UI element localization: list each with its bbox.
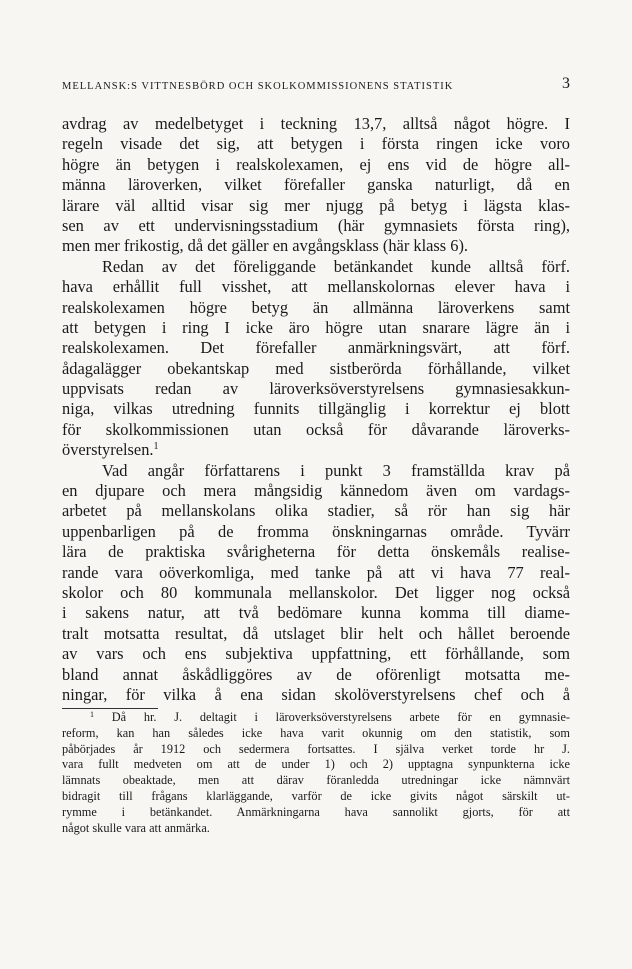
- body-line: ningar, för vilka å ena sidan skolöverstyrelsens chef och å: [62, 684, 570, 704]
- body-line: att betygen i ring I icke äro högre utan snarare lägre än i: [62, 317, 570, 337]
- body-line: av vars och ens subjektiva uppfattning, ett förhållande, som: [62, 644, 570, 664]
- body-line: avdrag av medelbetyget i teckning 13,7, alltså något högre. I: [62, 114, 570, 133]
- body-line: realskolexamen högre betyg än allmänna läroverkens samt: [62, 297, 570, 317]
- body-line: för skolkommissionen utan också för dåvarande läroverks-: [62, 419, 570, 439]
- footnote-line-text: Då hr. J. deltagit i läroverksöverstyrelsens arbete för en gymnasie-: [111, 710, 570, 724]
- body-line: i sakens natur, att två bedömare kunna komma till diame-: [62, 603, 570, 623]
- running-head-title: MELLANSK:S VITTNESBÖRD OCH SKOLKOMMISSIONENS STATISTIK: [62, 81, 454, 92]
- body-line: en djupare och mera mångsidig kännedom även om vardags-: [62, 481, 570, 501]
- body-line: sen av ett undervisningsstadium (här gymnasiets första ring),: [62, 215, 570, 235]
- footnote-line: bidragit till frågans klarläggande, varför de icke givits något särskilt ut-: [62, 788, 570, 803]
- footnote-line: vara fullt medveten om att de under 1) och 2) upptagna synpunkterna icke: [62, 757, 570, 772]
- footnote-marker: 1: [90, 710, 94, 719]
- footnote: [62, 710, 570, 836]
- body-line: Vad angår författarens i punkt 3 framställda krav på: [102, 460, 570, 480]
- body-line: men mer frikostig, då det gäller en avgångsklass (här klass 6).: [62, 236, 469, 256]
- body-line: realskolexamen. Det förefaller anmärkningsvärt, att förf.: [62, 338, 570, 358]
- body-line: lärare väl alltid visar sig mer njugg på betyg i lägsta klas-: [62, 195, 570, 215]
- body-line: rande vara oöverkomliga, med tanke på att vi hava 77 real-: [62, 562, 570, 582]
- body-text: [62, 114, 570, 705]
- footnote-line: påbörjades år 1912 och sedermera fortsattes. I själva verket torde hr J.: [62, 741, 570, 756]
- body-line: högre än betygen i realskolexamen, ej ens vid de högre all-: [62, 154, 570, 174]
- body-line: bland annat åskådliggöres av de oförenligt motsatta me-: [62, 664, 570, 684]
- body-line: niga, vilkas utredning funnits tillgänglig i korrektur ej blott: [62, 399, 570, 419]
- footnote-line: något skulle vara att anmärka.: [62, 820, 210, 835]
- body-line: uppvisats redan av läroverksöverstyrelsens gymnasiesakkun-: [62, 379, 570, 399]
- body-line: hava erhållit full visshet, att mellanskolornas elever hava i: [62, 277, 570, 297]
- footnote-reference: 1: [153, 441, 159, 453]
- footnote-line: reform, kan han således icke hava varit okunnig om den statistik, som: [62, 725, 570, 740]
- body-line: männa läroverken, vilket förefaller ganska naturligt, då en: [62, 175, 570, 195]
- body-line: skolor och 80 kommunala mellanskolor. Det ligger nog också: [62, 582, 570, 602]
- body-line: ådagalägger obekantskap med sistberörda förhållande, vilket: [62, 358, 570, 378]
- footnote-divider: [62, 708, 158, 709]
- body-line: lära de praktiska svårigheterna för detta önskemåls realise-: [62, 542, 570, 562]
- footnote-line: [62, 710, 570, 726]
- body-line: arbetet på mellanskolans olika stadier, så rör han sig här: [62, 501, 570, 521]
- body-line-text: överstyrelsen.: [62, 440, 154, 460]
- footnote-line: lämnats obeaktade, men att därav föranledda utredningar icke nämnvärt: [62, 773, 570, 788]
- page-number: 3: [562, 75, 570, 92]
- body-line: uppenbarligen på de fromma önskningarnas område. Tyvärr: [62, 521, 570, 541]
- body-line-with-footnote: [62, 440, 570, 460]
- footnote-line: rymme i betänkandet. Anmärkningarna hava sannolikt gjorts, för att: [62, 804, 570, 819]
- body-line: Redan av det föreliggande betänkandet kunde alltså förf.: [102, 256, 570, 276]
- body-line: regeln visade det sig, att betygen i första ringen icke voro: [62, 134, 570, 154]
- body-line: tralt motsatta resultat, då utslaget blir helt och hållet beroende: [62, 623, 570, 643]
